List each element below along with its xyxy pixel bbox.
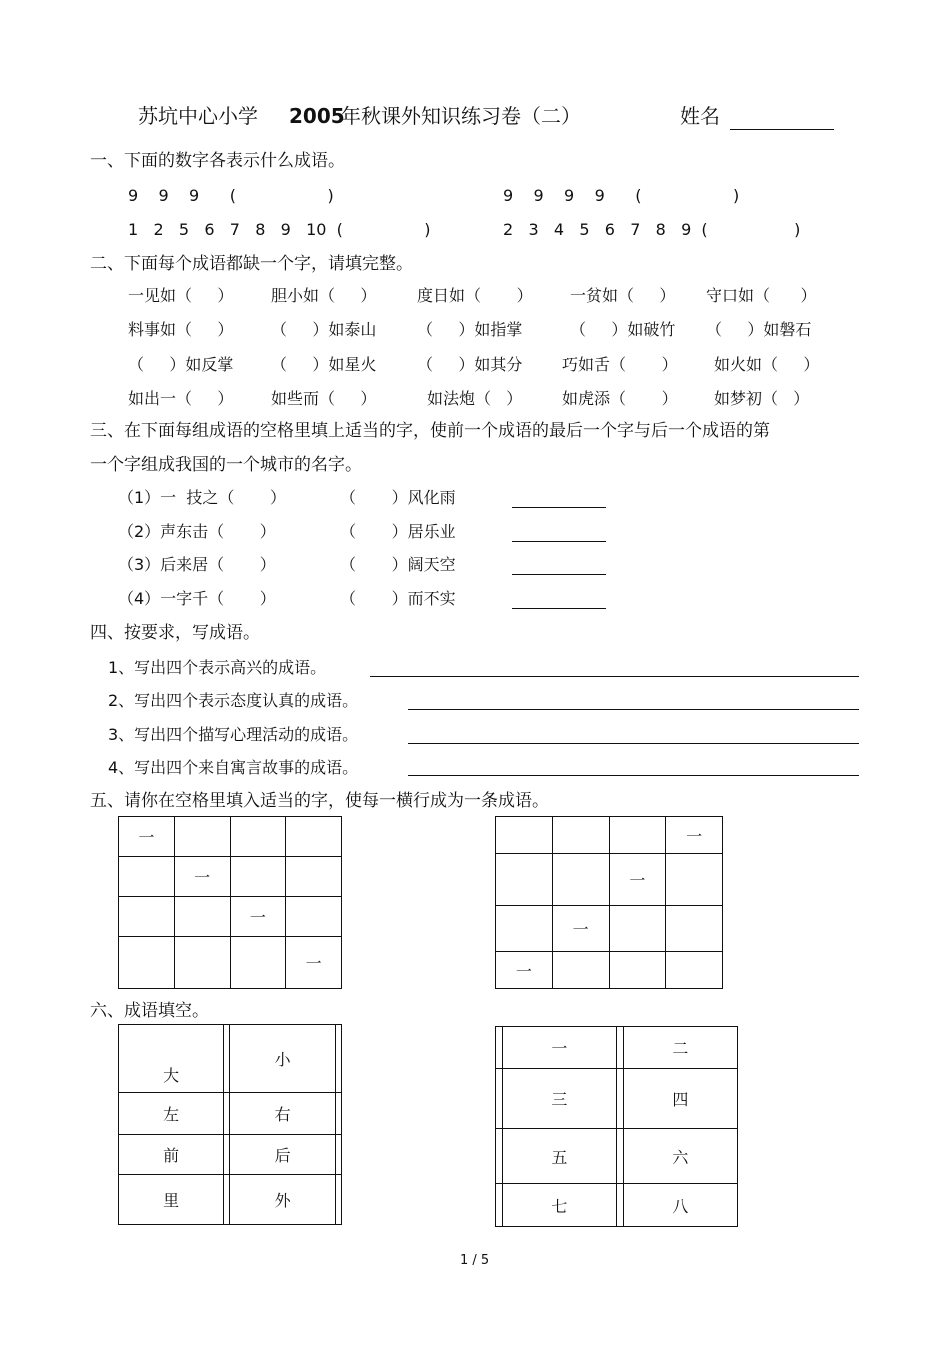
section-3-heading: 三、在下面每组成语的空格里填上适当的字，使前一个成语的最后一个字与后一个成语的第 bbox=[90, 421, 770, 441]
grid-cell[interactable] bbox=[666, 854, 723, 906]
grid-char: 二 bbox=[672, 1039, 689, 1058]
s4-item: 1、写出四个表示高兴的成语。 bbox=[108, 658, 327, 677]
idiom-item: （ ）如反掌 bbox=[128, 355, 234, 374]
grid-char: 右 bbox=[274, 1105, 291, 1124]
page-number: 1 / 5 bbox=[460, 1253, 490, 1268]
grid-cell[interactable] bbox=[609, 854, 666, 906]
grid-cell[interactable] bbox=[230, 937, 286, 989]
idiom-item: 料事如（ ） bbox=[128, 320, 234, 339]
idiom-item: 如出一（ ） bbox=[128, 389, 234, 408]
idiom-item: （ ）如破竹 bbox=[570, 320, 676, 339]
grid-cell[interactable] bbox=[119, 1093, 224, 1135]
grid-cell[interactable] bbox=[666, 817, 723, 854]
grid-cell[interactable] bbox=[230, 897, 286, 937]
grid-char: 八 bbox=[672, 1196, 689, 1216]
s4-item: 2、写出四个表示态度认真的成语。 bbox=[108, 691, 359, 710]
grid-cell[interactable] bbox=[496, 1184, 503, 1227]
grid-char: 一 bbox=[138, 828, 155, 847]
idiom-item: 度日如（ ） bbox=[417, 286, 533, 305]
city-answer-line[interactable] bbox=[512, 507, 606, 508]
worksheet-title: 年秋课外知识练习卷（二） bbox=[341, 104, 581, 128]
grid-cell[interactable] bbox=[230, 1093, 335, 1135]
grid-char: 一 bbox=[629, 871, 646, 890]
grid-cell[interactable] bbox=[286, 897, 342, 937]
grid-cell[interactable] bbox=[335, 1135, 341, 1175]
grid-cell[interactable] bbox=[552, 817, 609, 854]
s1-row2-right: 2 3 4 5 6 7 8 9 ( ) bbox=[503, 220, 801, 239]
idiom-item: 如法炮（ ） bbox=[427, 389, 523, 408]
idiom-item: 一见如（ ） bbox=[128, 286, 234, 305]
idiom-item: 守口如（ ） bbox=[706, 286, 817, 305]
s4-answer-line[interactable] bbox=[408, 743, 859, 744]
grid-cell[interactable] bbox=[119, 937, 175, 989]
city-pair-a: （1）一 技之（ ） bbox=[118, 488, 286, 507]
grid-cell[interactable] bbox=[335, 1175, 341, 1225]
grid-char: 外 bbox=[274, 1191, 291, 1210]
section-4-heading: 四、按要求，写成语。 bbox=[90, 623, 260, 643]
city-answer-line[interactable] bbox=[512, 608, 606, 609]
grid-cell[interactable] bbox=[230, 817, 286, 857]
grid-char: 大 bbox=[163, 1066, 180, 1085]
grid-char: 一 bbox=[551, 1039, 568, 1058]
grid-cell[interactable] bbox=[552, 906, 609, 952]
grid-char: 里 bbox=[163, 1191, 180, 1210]
s4-answer-line[interactable] bbox=[408, 709, 859, 710]
section-6-heading: 六、成语填空。 bbox=[90, 1001, 209, 1021]
city-pair-a: （3）后来居（ ） bbox=[118, 555, 276, 574]
section-1-heading: 一、下面的数字各表示什么成语。 bbox=[90, 151, 345, 171]
name-blank[interactable] bbox=[730, 129, 834, 130]
grid-cell[interactable] bbox=[286, 817, 342, 857]
city-pair-b: （ ）阔天空 bbox=[340, 555, 456, 574]
grid-cell[interactable] bbox=[666, 952, 723, 989]
grid-cell[interactable] bbox=[286, 937, 342, 989]
city-pair-b: （ ）而不实 bbox=[340, 589, 456, 608]
grid-cell[interactable] bbox=[502, 1027, 616, 1069]
idiom-item: （ ）如其分 bbox=[417, 355, 523, 374]
grid-cell[interactable] bbox=[616, 1069, 623, 1129]
s1-row2-left: 1 2 5 6 7 8 9 10 ( ) bbox=[128, 220, 431, 239]
grid-char: 七 bbox=[551, 1196, 568, 1216]
grid-char: 一 bbox=[249, 908, 266, 927]
grid-char: 左 bbox=[163, 1105, 180, 1124]
grid-cell[interactable] bbox=[174, 857, 230, 897]
idiom-item: 如虎添（ ） bbox=[562, 389, 678, 408]
grid-cell[interactable] bbox=[174, 897, 230, 937]
grid-cell[interactable] bbox=[119, 897, 175, 937]
grid-cell[interactable] bbox=[119, 1025, 224, 1093]
grid-cell[interactable] bbox=[616, 1027, 623, 1069]
s4-item: 3、写出四个描写心理活动的成语。 bbox=[108, 725, 359, 744]
grid-char: 一 bbox=[305, 954, 322, 973]
city-pair-a: （4）一字千（ ） bbox=[118, 589, 276, 608]
s1-row1-right: 9 9 9 9 ( ) bbox=[503, 186, 740, 205]
grid-cell[interactable] bbox=[174, 817, 230, 857]
grid-cell[interactable] bbox=[286, 857, 342, 897]
grid-char: 六 bbox=[672, 1147, 689, 1167]
s1-row1-left: 9 9 9 ( ) bbox=[128, 186, 334, 205]
s5-grid-right bbox=[495, 816, 723, 989]
idiom-item: （ ）如泰山 bbox=[271, 320, 377, 339]
grid-cell[interactable] bbox=[616, 1129, 623, 1184]
grid-cell[interactable] bbox=[335, 1025, 341, 1093]
section-5-heading: 五、请你在空格里填入适当的字，使每一横行成为一条成语。 bbox=[90, 791, 549, 811]
section-3-heading-cont: 一个字组成我国的一个城市的名字。 bbox=[90, 455, 362, 475]
grid-char: 小 bbox=[274, 1050, 291, 1069]
grid-cell[interactable] bbox=[230, 857, 286, 897]
grid-cell[interactable] bbox=[609, 952, 666, 989]
grid-cell[interactable] bbox=[623, 1027, 737, 1069]
grid-cell[interactable] bbox=[502, 1129, 616, 1184]
grid-cell[interactable] bbox=[496, 1027, 503, 1069]
grid-cell[interactable] bbox=[119, 1175, 224, 1225]
grid-cell[interactable] bbox=[623, 1129, 737, 1184]
section-2-heading: 二、下面每个成语都缺一个字，请填完整。 bbox=[90, 254, 413, 274]
idiom-item: 如火如（ ） bbox=[714, 355, 820, 374]
s5-grid-left bbox=[118, 816, 342, 989]
s4-answer-line[interactable] bbox=[408, 775, 859, 776]
idiom-item: 如梦初（ ） bbox=[714, 389, 810, 408]
grid-cell[interactable] bbox=[496, 906, 553, 952]
idiom-item: 一贫如（ ） bbox=[570, 286, 676, 305]
grid-cell[interactable] bbox=[496, 854, 553, 906]
year: 2005 bbox=[289, 104, 345, 128]
school-name: 苏坑中心小学 bbox=[138, 104, 258, 128]
idiom-item: （ ）如磐石 bbox=[706, 320, 812, 339]
grid-cell[interactable] bbox=[609, 906, 666, 952]
grid-cell[interactable] bbox=[335, 1093, 341, 1135]
grid-cell[interactable] bbox=[609, 817, 666, 854]
city-answer-line[interactable] bbox=[512, 574, 606, 575]
grid-cell[interactable] bbox=[230, 1175, 335, 1225]
grid-char: 五 bbox=[551, 1147, 568, 1167]
s6-grid-right bbox=[495, 1026, 738, 1227]
grid-cell[interactable] bbox=[496, 1069, 503, 1129]
city-pair-b: （ ）风化雨 bbox=[340, 488, 456, 507]
grid-cell[interactable] bbox=[552, 854, 609, 906]
grid-cell[interactable] bbox=[666, 906, 723, 952]
s6-grid-left bbox=[118, 1024, 342, 1225]
grid-cell[interactable] bbox=[230, 1135, 335, 1175]
grid-cell[interactable] bbox=[496, 952, 553, 989]
grid-cell[interactable] bbox=[502, 1184, 616, 1227]
idiom-item: （ ）如星火 bbox=[271, 355, 377, 374]
s4-item: 4、写出四个来自寓言故事的成语。 bbox=[108, 758, 359, 777]
grid-cell[interactable] bbox=[119, 817, 175, 857]
idiom-item: 胆小如（ ） bbox=[271, 286, 377, 305]
grid-char: 前 bbox=[163, 1146, 180, 1165]
grid-char: 一 bbox=[194, 868, 211, 887]
s4-answer-line[interactable] bbox=[370, 676, 859, 677]
grid-cell[interactable] bbox=[119, 1135, 224, 1175]
grid-char: 三 bbox=[551, 1090, 568, 1109]
grid-cell[interactable] bbox=[174, 937, 230, 989]
grid-cell[interactable] bbox=[230, 1025, 335, 1093]
grid-cell[interactable] bbox=[496, 817, 553, 854]
grid-char: 一 bbox=[686, 826, 703, 846]
grid-cell[interactable] bbox=[552, 952, 609, 989]
grid-char: 四 bbox=[672, 1090, 689, 1109]
grid-char: 一 bbox=[572, 920, 589, 939]
city-answer-line[interactable] bbox=[512, 541, 606, 542]
grid-cell[interactable] bbox=[623, 1184, 737, 1227]
grid-cell[interactable] bbox=[119, 857, 175, 897]
grid-char: 一 bbox=[515, 961, 532, 981]
city-pair-b: （ ）居乐业 bbox=[340, 522, 456, 541]
grid-cell[interactable] bbox=[502, 1069, 616, 1129]
name-label: 姓名 bbox=[680, 104, 720, 128]
grid-cell[interactable] bbox=[623, 1069, 737, 1129]
city-pair-a: （2）声东击（ ） bbox=[118, 522, 276, 541]
idiom-item: （ ）如指掌 bbox=[417, 320, 523, 339]
idiom-item: 如些而（ ） bbox=[271, 389, 377, 408]
grid-cell[interactable] bbox=[616, 1184, 623, 1227]
idiom-item: 巧如舌（ ） bbox=[562, 355, 678, 374]
grid-char: 后 bbox=[274, 1146, 291, 1165]
grid-cell[interactable] bbox=[496, 1129, 503, 1184]
